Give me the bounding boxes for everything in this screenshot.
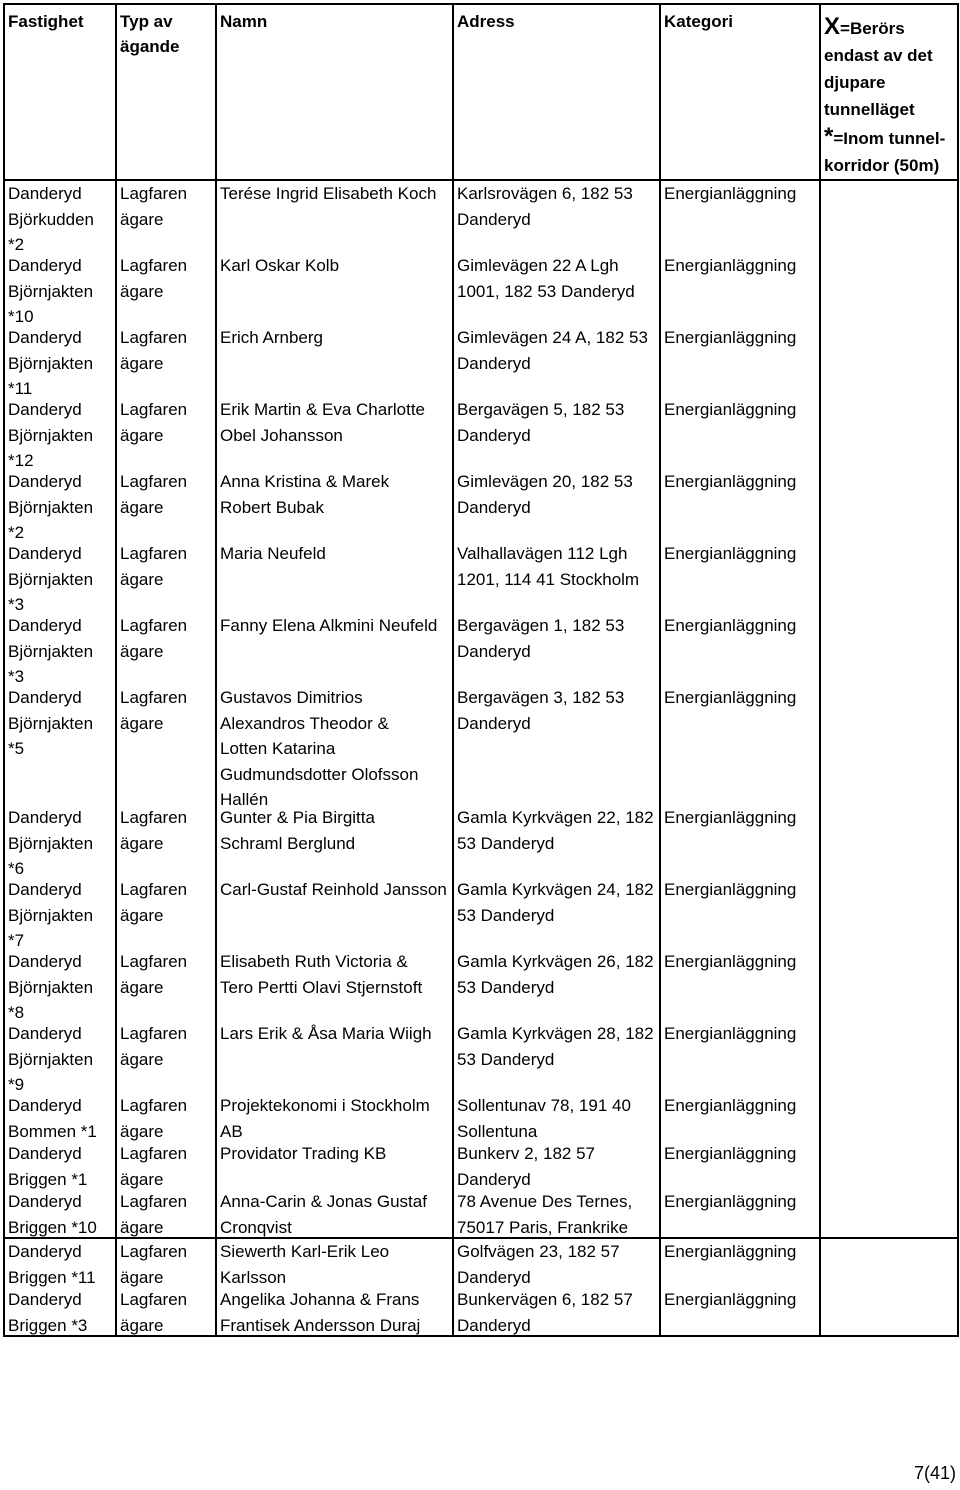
cell-text-adress: 78 Avenue Des Ternes, 75017 Paris, Frankrike: [457, 1192, 633, 1237]
cell-namn: [216, 1093, 453, 1141]
cell-text-typ: Lagfaren ägare: [120, 472, 188, 517]
cell-text-kategori: Energianläggning: [664, 1144, 797, 1163]
header-namn: Namn: [216, 4, 453, 180]
cell-adress: [453, 1287, 660, 1336]
cell-kategori: [660, 1021, 820, 1093]
cell-adress: [453, 805, 660, 877]
cell-x: [820, 805, 958, 877]
cell-namn: [216, 397, 453, 469]
cell-adress: [453, 1093, 660, 1141]
cell-text-adress: Bunkerv 2, 182 57 Danderyd: [457, 1144, 595, 1189]
cell-x: [820, 541, 958, 613]
cell-text-namn: Lars Erik & Åsa Maria Wiigh: [220, 1024, 432, 1043]
cell-fastighet: [4, 541, 116, 613]
cell-text-kategori: Energianläggning: [664, 184, 797, 203]
cell-text-kategori: Energianläggning: [664, 256, 797, 275]
cell-kategori: [660, 613, 820, 685]
cell-text-namn: Erich Arnberg: [220, 328, 323, 347]
cell-fastighet: [4, 469, 116, 541]
cell-text-typ: Lagfaren ägare: [120, 1096, 188, 1141]
cell-text-namn: Karl Oskar Kolb: [220, 256, 340, 275]
cell-fastighet: [4, 1287, 116, 1336]
cell-fastighet: [4, 1021, 116, 1093]
cell-kategori: [660, 253, 820, 325]
cell-text-adress: Bunkervägen 6, 182 57 Danderyd: [457, 1290, 633, 1335]
cell-namn: [216, 877, 453, 949]
cell-text-fastighet: Danderyd Björnjakten *3: [8, 544, 94, 613]
cell-typ: [116, 1093, 216, 1141]
cell-text-typ: Lagfaren ägare: [120, 1192, 188, 1237]
cell-adress: [453, 613, 660, 685]
cell-text-adress: Bergavägen 1, 182 53 Danderyd: [457, 616, 625, 661]
legend-x-text: =Berörs endast av det djupare tunnelläget: [824, 19, 933, 119]
cell-text-fastighet: Danderyd Björnjakten *6: [8, 808, 94, 877]
cell-namn: [216, 1238, 453, 1287]
cell-text-namn: Terése Ingrid Elisabeth Koch: [220, 184, 437, 203]
cell-kategori: [660, 805, 820, 877]
cell-text-kategori: Energianläggning: [664, 1096, 797, 1115]
cell-text-namn: Projektekonomi i Stockholm AB: [220, 1096, 430, 1141]
table-row: [4, 541, 958, 613]
cell-text-adress: Gamla Kyrkvägen 26, 182 53 Danderyd: [457, 952, 654, 997]
cell-text-namn: Maria Neufeld: [220, 544, 326, 563]
cell-fastighet: [4, 397, 116, 469]
cell-text-fastighet: Danderyd Bommen *1: [8, 1096, 97, 1141]
cell-adress: [453, 877, 660, 949]
cell-fastighet: [4, 1093, 116, 1141]
cell-namn: [216, 1141, 453, 1189]
cell-fastighet: [4, 1141, 116, 1189]
cell-typ: [116, 253, 216, 325]
cell-text-adress: Bergavägen 3, 182 53 Danderyd: [457, 688, 625, 733]
header-adress: Adress: [453, 4, 660, 180]
cell-kategori: [660, 1189, 820, 1238]
cell-text-fastighet: Danderyd Björkudden *2: [8, 184, 95, 253]
cell-x: [820, 1021, 958, 1093]
cell-x: [820, 253, 958, 325]
cell-adress: [453, 397, 660, 469]
cell-fastighet: [4, 685, 116, 805]
cell-fastighet: [4, 877, 116, 949]
cell-text-fastighet: Danderyd Björnjakten *5: [8, 688, 94, 758]
cell-text-typ: Lagfaren ägare: [120, 1242, 188, 1287]
cell-text-adress: Karlsrovägen 6, 182 53 Danderyd: [457, 184, 633, 229]
legend-x-symbol: X: [824, 13, 841, 40]
cell-x: [820, 1141, 958, 1189]
cell-typ: [116, 180, 216, 253]
table-row: [4, 180, 958, 253]
cell-kategori: [660, 397, 820, 469]
cell-text-typ: Lagfaren ägare: [120, 808, 188, 853]
cell-text-fastighet: Danderyd Briggen *3: [8, 1290, 88, 1335]
table-row: [4, 1021, 958, 1093]
cell-text-namn: Angelika Johanna & Frans Frantisek Andersson Duraj: [220, 1290, 421, 1335]
cell-text-fastighet: Danderyd Björnjakten *2: [8, 472, 94, 541]
cell-text-kategori: Energianläggning: [664, 880, 797, 899]
table-row: [4, 1238, 958, 1287]
cell-kategori: [660, 541, 820, 613]
cell-typ: [116, 469, 216, 541]
cell-typ: [116, 325, 216, 397]
cell-typ: [116, 1021, 216, 1093]
cell-adress: [453, 253, 660, 325]
table-row: [4, 1287, 958, 1336]
cell-text-kategori: Energianläggning: [664, 328, 797, 347]
cell-text-kategori: Energianläggning: [664, 400, 797, 419]
cell-kategori: [660, 180, 820, 253]
table-row: [4, 325, 958, 397]
table-row: [4, 1141, 958, 1189]
cell-adress: [453, 469, 660, 541]
cell-x: [820, 613, 958, 685]
cell-text-typ: Lagfaren ägare: [120, 688, 188, 733]
cell-text-fastighet: Danderyd Briggen *10: [8, 1192, 97, 1237]
cell-namn: [216, 613, 453, 685]
cell-typ: [116, 541, 216, 613]
cell-text-typ: Lagfaren ägare: [120, 256, 188, 301]
header-fastighet: Fastighet: [4, 4, 116, 180]
cell-text-namn: Providator Trading KB: [220, 1144, 387, 1163]
table-row: [4, 1189, 958, 1238]
cell-text-kategori: Energianläggning: [664, 1024, 797, 1043]
cell-text-adress: Gimlevägen 22 A Lgh 1001, 182 53 Danderyd: [457, 256, 635, 301]
table-row: [4, 613, 958, 685]
cell-text-typ: Lagfaren ägare: [120, 1144, 188, 1189]
cell-namn: [216, 1021, 453, 1093]
cell-fastighet: [4, 1238, 116, 1287]
cell-adress: [453, 325, 660, 397]
cell-typ: [116, 1287, 216, 1336]
cell-adress: [453, 1021, 660, 1093]
cell-text-typ: Lagfaren ägare: [120, 952, 188, 997]
cell-text-kategori: Energianläggning: [664, 1290, 797, 1309]
cell-text-fastighet: Danderyd Björnjakten *12: [8, 400, 94, 469]
cell-fastighet: [4, 180, 116, 253]
cell-typ: [116, 949, 216, 1021]
cell-text-adress: Valhallavägen 112 Lgh 1201, 114 41 Stockholm: [457, 544, 640, 589]
table-row: [4, 397, 958, 469]
table-body: [4, 180, 958, 1336]
cell-fastighet: [4, 1189, 116, 1238]
cell-text-kategori: Energianläggning: [664, 544, 797, 563]
cell-namn: [216, 469, 453, 541]
cell-fastighet: [4, 613, 116, 685]
cell-text-fastighet: Danderyd Björnjakten *11: [8, 328, 94, 397]
cell-fastighet: [4, 325, 116, 397]
cell-namn: [216, 253, 453, 325]
cell-x: [820, 1093, 958, 1141]
cell-text-kategori: Energianläggning: [664, 616, 797, 635]
cell-namn: [216, 685, 453, 805]
cell-text-kategori: Energianläggning: [664, 688, 797, 707]
cell-x: [820, 949, 958, 1021]
cell-text-adress: Gamla Kyrkvägen 28, 182 53 Danderyd: [457, 1024, 654, 1069]
cell-text-fastighet: Danderyd Björnjakten *10: [8, 256, 94, 325]
cell-namn: [216, 805, 453, 877]
cell-text-typ: Lagfaren ägare: [120, 400, 188, 445]
cell-text-adress: Gimlevägen 24 A, 182 53 Danderyd: [457, 328, 648, 373]
cell-kategori: [660, 1141, 820, 1189]
cell-text-kategori: Energianläggning: [664, 952, 797, 971]
cell-text-adress: Bergavägen 5, 182 53 Danderyd: [457, 400, 625, 445]
cell-kategori: [660, 685, 820, 805]
cell-text-namn: Fanny Elena Alkmini Neufeld: [220, 616, 438, 635]
cell-namn: [216, 949, 453, 1021]
cell-text-namn: Erik Martin & Eva Charlotte Obel Johansson: [220, 400, 426, 445]
header-typ: Typ av ägande: [116, 4, 216, 180]
cell-kategori: [660, 877, 820, 949]
cell-fastighet: [4, 253, 116, 325]
cell-text-adress: Golfvägen 23, 182 57 Danderyd: [457, 1242, 620, 1287]
cell-kategori: [660, 325, 820, 397]
table-row: [4, 877, 958, 949]
cell-text-typ: Lagfaren ägare: [120, 1024, 188, 1069]
cell-text-adress: Gimlevägen 20, 182 53 Danderyd: [457, 472, 633, 517]
cell-text-adress: Gamla Kyrkvägen 22, 182 53 Danderyd: [457, 808, 654, 853]
cell-adress: [453, 1238, 660, 1287]
cell-typ: [116, 397, 216, 469]
cell-typ: [116, 877, 216, 949]
header-legend: [820, 4, 958, 180]
cell-typ: [116, 1238, 216, 1287]
cell-namn: [216, 325, 453, 397]
legend-star-symbol: *: [824, 123, 834, 150]
cell-text-typ: Lagfaren ägare: [120, 184, 188, 229]
cell-text-namn: Gustavos Dimitrios Alexandros Theodor & Lotten Katarina Gudmundsdotter Olofsson Hallén: [220, 688, 419, 805]
cell-x: [820, 877, 958, 949]
cell-text-namn: Gunter & Pia Birgitta Schraml Berglund: [220, 808, 375, 853]
cell-text-fastighet: Danderyd Briggen *1: [8, 1144, 88, 1189]
cell-text-namn: Carl-Gustaf Reinhold Jansson: [220, 880, 447, 899]
cell-text-fastighet: Danderyd Björnjakten *8: [8, 952, 94, 1021]
cell-text-namn: Anna-Carin & Jonas Gustaf Cronqvist: [220, 1192, 427, 1237]
cell-adress: [453, 1189, 660, 1238]
cell-typ: [116, 1141, 216, 1189]
cell-text-fastighet: Danderyd Björnjakten *7: [8, 880, 94, 949]
cell-adress: [453, 1141, 660, 1189]
cell-typ: [116, 613, 216, 685]
cell-text-namn: Elisabeth Ruth Victoria & Tero Pertti Olavi Stjernstoft: [220, 952, 423, 997]
table-row: [4, 253, 958, 325]
header-kategori: Kategori: [660, 4, 820, 180]
property-owner-sheet: [3, 3, 957, 1337]
cell-typ: [116, 685, 216, 805]
table-row: [4, 805, 958, 877]
cell-kategori: [660, 1093, 820, 1141]
cell-text-typ: Lagfaren ägare: [120, 1290, 188, 1335]
cell-fastighet: [4, 949, 116, 1021]
cell-text-adress: Sollentunav 78, 191 40 Sollentuna: [457, 1096, 631, 1141]
cell-text-fastighet: Danderyd Björnjakten *9: [8, 1024, 94, 1093]
cell-text-fastighet: Danderyd Briggen *11: [8, 1242, 96, 1287]
cell-x: [820, 1189, 958, 1238]
cell-text-typ: Lagfaren ägare: [120, 544, 188, 589]
cell-kategori: [660, 1238, 820, 1287]
table-header-row: [4, 4, 958, 180]
cell-text-namn: Anna Kristina & Marek Robert Bubak: [220, 472, 390, 517]
cell-adress: [453, 180, 660, 253]
cell-text-adress: Gamla Kyrkvägen 24, 182 53 Danderyd: [457, 880, 654, 925]
cell-x: [820, 325, 958, 397]
owner-table: [3, 3, 959, 1337]
cell-text-kategori: Energianläggning: [664, 1242, 797, 1261]
cell-text-typ: Lagfaren ägare: [120, 880, 188, 925]
cell-kategori: [660, 1287, 820, 1336]
cell-typ: [116, 1189, 216, 1238]
cell-text-typ: Lagfaren ägare: [120, 328, 188, 373]
cell-namn: [216, 541, 453, 613]
cell-text-kategori: Energianläggning: [664, 472, 797, 491]
table-row: [4, 469, 958, 541]
cell-text-namn: Siewerth Karl-Erik Leo Karlsson: [220, 1242, 390, 1287]
page-number: 7(41): [913, 1463, 956, 1483]
cell-x: [820, 685, 958, 805]
cell-namn: [216, 180, 453, 253]
cell-adress: [453, 541, 660, 613]
cell-x: [820, 397, 958, 469]
cell-text-kategori: Energianläggning: [664, 808, 797, 827]
table-row: [4, 1093, 958, 1141]
cell-text-kategori: Energianläggning: [664, 1192, 797, 1211]
cell-typ: [116, 805, 216, 877]
cell-namn: [216, 1287, 453, 1336]
cell-x: [820, 1238, 958, 1287]
table-row: [4, 685, 958, 805]
cell-kategori: [660, 949, 820, 1021]
cell-x: [820, 180, 958, 253]
cell-x: [820, 469, 958, 541]
cell-namn: [216, 1189, 453, 1238]
legend-star-text: =Inom tunnel-korridor (50m): [824, 129, 946, 175]
cell-text-typ: Lagfaren ägare: [120, 616, 188, 661]
cell-x: [820, 1287, 958, 1336]
cell-adress: [453, 949, 660, 1021]
table-row: [4, 949, 958, 1021]
cell-text-fastighet: Danderyd Björnjakten *3: [8, 616, 94, 685]
cell-fastighet: [4, 805, 116, 877]
cell-adress: [453, 685, 660, 805]
cell-kategori: [660, 469, 820, 541]
